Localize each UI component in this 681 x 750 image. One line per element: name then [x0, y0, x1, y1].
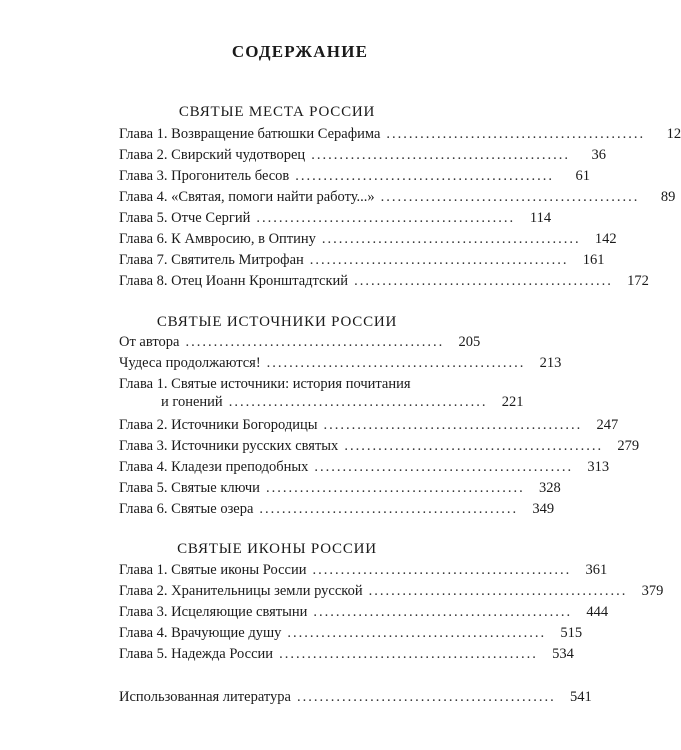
toc-entry-page: 515 [560, 625, 583, 641]
toc-entry-page: 36 [591, 147, 606, 163]
leader-dots: .............................................. [313, 604, 573, 620]
toc-entry-label: Глава 3. Прогонитель бесов [119, 168, 290, 184]
toc-entry[interactable] [119, 645, 574, 663]
toc-entry-page: 361 [585, 562, 608, 578]
toc-entry-label: Глава 5. Святые ключи [119, 480, 260, 496]
toc-entry-label: Глава 2. Свирский чудотворец [119, 147, 306, 163]
toc-entry[interactable] [119, 500, 555, 518]
toc-entry-page: 161 [582, 252, 605, 268]
leader-dots: .............................................. [279, 646, 538, 662]
leader-dots: .............................................. [259, 501, 519, 517]
toc-entry-label: Глава 6. К Амвросию, в Оптину [119, 231, 316, 247]
leader-dots: .............................................. [344, 438, 604, 454]
toc-entry-label: Использованная литература [119, 689, 291, 705]
toc-entry-label: Глава 3. Источники русских святых [119, 438, 339, 454]
toc-entry-page: 213 [539, 355, 562, 371]
leader-dots: .............................................. [296, 689, 556, 705]
toc-entry-label: Глава 4. Кладези преподобных [119, 459, 309, 475]
toc-entry[interactable] [119, 479, 561, 497]
leader-dots: .............................................. [287, 625, 547, 641]
toc-entry-label: Глава 4. «Святая, помоги найти работу...» [119, 189, 375, 205]
toc-entry-label: Глава 1. Возвращение батюшки Серафима [119, 126, 381, 142]
toc-entry[interactable] [119, 125, 681, 143]
toc-entry-page: 172 [627, 273, 649, 289]
toc-entry[interactable] [119, 624, 583, 642]
leader-dots: .............................................. [266, 355, 526, 371]
toc-entry[interactable] [119, 603, 609, 621]
toc-entry-page: 205 [458, 334, 481, 350]
toc-entry[interactable] [119, 188, 676, 206]
section-heading-3: СВЯТЫЕ ИКОНЫ РОССИИ [177, 541, 377, 557]
toc-entry[interactable] [119, 354, 562, 372]
toc-entry-label: От автора [119, 334, 180, 350]
toc-entry[interactable] [119, 561, 608, 579]
toc-entry-label-line1: Глава 1. Святые источники: история почитания [119, 376, 411, 392]
toc-entry-page: 142 [594, 231, 617, 247]
leader-dots: .............................................. [386, 126, 646, 142]
toc-entry-label: Глава 5. Надежда России [119, 646, 274, 662]
toc-entry-page: 12 [666, 126, 681, 142]
toc-entry[interactable] [119, 333, 481, 351]
toc-entry[interactable] [119, 582, 664, 600]
leader-dots: .............................................. [312, 562, 572, 578]
leader-dots: .............................................. [309, 252, 569, 268]
leader-dots: .............................................. [295, 168, 555, 184]
toc-entry-bibliography[interactable] [119, 688, 592, 706]
leader-dots: .............................................. [323, 417, 583, 433]
section-heading-1: СВЯТЫЕ МЕСТА РОССИИ [178, 104, 376, 120]
page-title: СОДЕРЖАНИЕ [231, 42, 369, 61]
toc-entry-page: 379 [641, 583, 664, 599]
toc-entry[interactable] [119, 437, 640, 455]
toc-entry[interactable] [119, 272, 649, 290]
toc-entry-page: 247 [596, 417, 619, 433]
toc-entry-label: Глава 8. Отец Иоанн Кронштадтский [119, 273, 349, 289]
toc-entry[interactable] [119, 146, 606, 164]
toc-entry-page: 534 [552, 646, 574, 662]
leader-dots: .............................................. [380, 189, 640, 205]
toc-entry-page: 279 [617, 438, 640, 454]
leader-dots: .............................................. [256, 210, 516, 226]
toc-entry[interactable] [119, 230, 617, 248]
toc-entry-label: Глава 1. Святые иконы России [119, 562, 307, 578]
toc-entry-page: 221 [501, 394, 524, 410]
leader-dots: .............................................. [314, 459, 574, 475]
toc-entry-label: Глава 6. Святые озера [119, 501, 254, 517]
toc-entry-page: 349 [532, 501, 555, 517]
leader-dots: .............................................. [321, 231, 581, 247]
toc-entry-multiline[interactable] [119, 375, 524, 411]
leader-dots: .............................................. [368, 583, 628, 599]
toc-entry-page: 89 [660, 189, 676, 205]
toc-entry-label: Глава 3. Исцеляющие святыни [119, 604, 308, 620]
toc-entry-label: Глава 2. Источники Богородицы [119, 417, 318, 433]
toc-entry-page: 444 [586, 604, 609, 620]
toc-entry[interactable] [119, 251, 605, 269]
toc-entry-label-line2: и гонений [161, 394, 223, 410]
leader-dots: .............................................. [185, 334, 445, 350]
toc-entry[interactable] [119, 209, 552, 227]
toc-entry-page: 328 [538, 480, 561, 496]
leader-dots: .............................................. [354, 273, 613, 289]
toc-entry[interactable] [119, 458, 610, 476]
toc-entry-label: Глава 7. Святитель Митрофан [119, 252, 304, 268]
leader-dots: .............................................. [228, 394, 488, 410]
toc-entry-page: 541 [569, 689, 592, 705]
toc-entry-label: Глава 4. Врачующие душу [119, 625, 282, 641]
toc-entry[interactable] [119, 416, 619, 434]
leader-dots: .............................................. [311, 147, 570, 163]
toc-entry[interactable] [119, 167, 591, 185]
toc-entry-label: Глава 2. Хранительницы земли русской [119, 583, 363, 599]
toc-entry-label: Чудеса продолжаются! [119, 355, 261, 371]
toc-entry-page: 313 [587, 459, 610, 475]
section-heading-2: СВЯТЫЕ ИСТОЧНИКИ РОССИИ [156, 314, 398, 330]
leader-dots: .............................................. [265, 480, 525, 496]
toc-entry-page: 114 [529, 210, 552, 226]
toc-entry-page: 61 [575, 168, 591, 184]
toc-entry-label: Глава 5. Отче Сергий [119, 210, 251, 226]
